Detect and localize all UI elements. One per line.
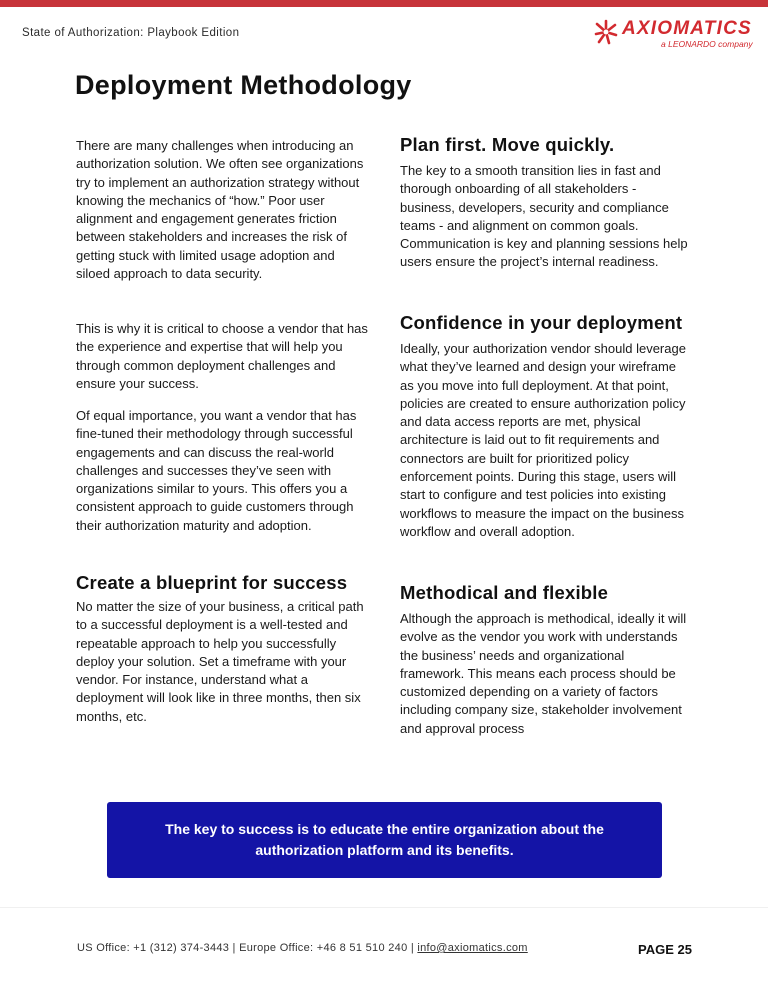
blueprint-body [76, 598, 368, 726]
logo-tagline: a LEONARDO company [661, 39, 753, 49]
plan-paragraph: The key to a smooth transition lies in fast and thorough onboarding of all stakeholders - business, developers, security and compliance teams - and alignment on common goals. Communication is key and planning sessions help users ensure the project’s internal readiness. [400, 163, 688, 270]
methodical-heading: Methodical and flexible [400, 582, 609, 603]
page-number: PAGE 25 [638, 942, 692, 957]
vendor-paragraph: This is why it is critical to choose a vendor that has the experience and expertise that will help you through common deployment challenges and ensure your success. [76, 321, 368, 391]
document-title: State of Authorization: Playbook Edition [22, 27, 240, 39]
left-column-2 [76, 320, 368, 393]
blueprint-section [76, 572, 368, 594]
confidence-paragraph: Ideally, your authorization vendor should leverage what they’ve learned and design your wireframe as you move into full deployment. At that point, policies are created to ensure authorization policy and data access reports are met, physical architecture is laid out to fit requirements and connectors are built for prioritized policy enforcement points. During this stage, users will start to configure and test policies into existing workflows to measure the impact on the business workflow and overall adoption. [400, 341, 686, 539]
methodology-paragraph: Of equal importance, you want a vendor that has fine-tuned their methodology through successful engagements and can discuss the real-world challenges and successes they’ve seen with organizations similar to yours. This offers you a consistent approach to guide customers through their authorization maturity and adoption. [76, 408, 357, 533]
plan-heading: Plan first. Move quickly. [400, 134, 615, 155]
blueprint-paragraph: No matter the size of your business, a critical path to a successful deployment is a well-tested and repeatable approach to help you successfully deploy your solution. Set a timeframe with your vendor. For instance, understand what a deployment will look like in three months, then six months, etc. [76, 599, 364, 724]
confidence-body [400, 340, 692, 541]
key-success-callout [107, 802, 662, 878]
methodical-body [400, 610, 692, 738]
footer-email-link[interactable]: info@axiomatics.com [417, 942, 528, 954]
confidence-heading: Confidence in your deployment [400, 312, 683, 333]
logo-wordmark: AXIOMATICS [622, 18, 752, 39]
footer-phones: US Office: +1 (312) 374-3443 | Europe Office: +46 8 51 510 240 | [77, 942, 418, 954]
methodical-section [400, 582, 692, 604]
plan-body [400, 162, 692, 272]
page-title: Deployment Methodology [75, 70, 412, 100]
left-column [76, 137, 368, 283]
methodical-paragraph: Although the approach is methodical, ideally it will evolve as the vendor you work with understands the business’ needs and organizational framework. This means each process should be customized depending on a variety of factors including company size, stakeholder involvement and approval process [400, 611, 687, 736]
starburst-icon [594, 19, 618, 45]
confidence-section [400, 312, 692, 334]
left-column-3 [76, 407, 368, 535]
intro-paragraph: There are many challenges when introducing an authorization solution. We often see organizations try to implement an authorization strategy without knowing the mechanics of “how.” Poor user alignment and engagement generates friction between stakeholders and increases the risk of getting stuck with limited usage adoption and siloed approach to data security. [76, 138, 364, 282]
footer-contact [77, 942, 528, 954]
top-accent-bar [0, 0, 768, 7]
footer-divider [0, 907, 768, 908]
callout-text: The key to success is to educate the entire organization about the authorization platform and its benefits. [165, 821, 604, 858]
blueprint-heading: Create a blueprint for success [76, 572, 348, 593]
axiomatics-logo [594, 18, 754, 50]
plan-section [400, 134, 692, 156]
